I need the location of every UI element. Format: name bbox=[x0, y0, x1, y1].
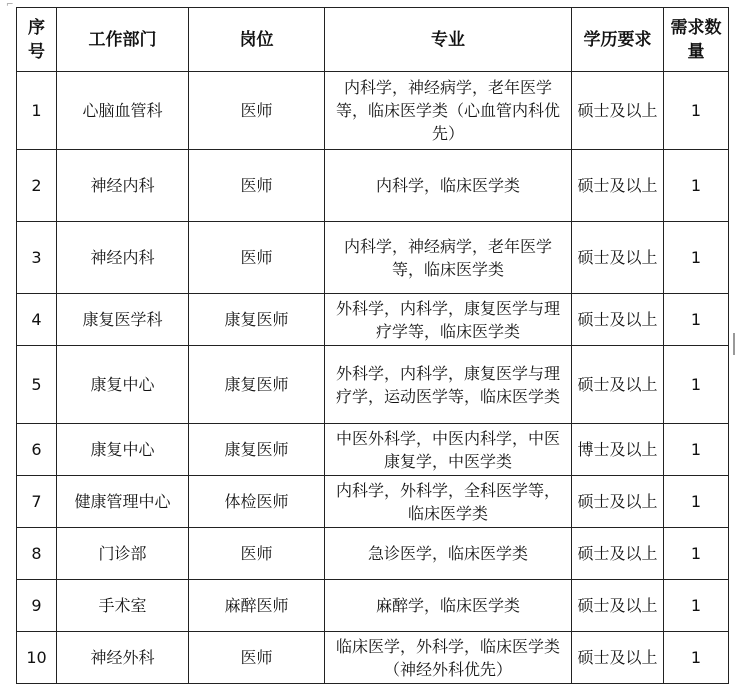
education-cell: 硕士及以上 bbox=[572, 346, 664, 424]
position-cell: 麻醉医师 bbox=[189, 580, 325, 632]
education-cell: 硕士及以上 bbox=[572, 72, 664, 150]
table-row bbox=[17, 150, 729, 222]
table-row bbox=[17, 632, 729, 684]
table-row bbox=[17, 528, 729, 580]
education-cell: 硕士及以上 bbox=[572, 476, 664, 528]
department-cell: 康复中心 bbox=[57, 424, 189, 476]
major-cell: 内科学，神经病学，老年医学等，临床医学类 bbox=[325, 222, 572, 294]
row-number: 3 bbox=[17, 222, 57, 294]
count-cell: 1 bbox=[664, 580, 729, 632]
count-cell: 1 bbox=[664, 632, 729, 684]
department-cell: 神经内科 bbox=[57, 150, 189, 222]
education-cell: 硕士及以上 bbox=[572, 580, 664, 632]
header-major: 专业 bbox=[325, 8, 572, 72]
header-count: 需求数量 bbox=[664, 8, 729, 72]
count-cell: 1 bbox=[664, 424, 729, 476]
table-row bbox=[17, 294, 729, 346]
position-cell: 康复医师 bbox=[189, 294, 325, 346]
education-cell: 硕士及以上 bbox=[572, 222, 664, 294]
major-cell: 急诊医学，临床医学类 bbox=[325, 528, 572, 580]
department-cell: 康复医学科 bbox=[57, 294, 189, 346]
department-cell: 神经内科 bbox=[57, 222, 189, 294]
position-cell: 康复医师 bbox=[189, 424, 325, 476]
header-post: 岗位 bbox=[189, 8, 325, 72]
position-cell: 医师 bbox=[189, 528, 325, 580]
recruitment-table bbox=[16, 7, 729, 684]
row-number: 5 bbox=[17, 346, 57, 424]
edge-mark bbox=[733, 333, 735, 355]
header-row bbox=[17, 8, 729, 72]
table-row bbox=[17, 424, 729, 476]
education-cell: 硕士及以上 bbox=[572, 632, 664, 684]
table-row bbox=[17, 476, 729, 528]
position-cell: 医师 bbox=[189, 632, 325, 684]
row-number: 2 bbox=[17, 150, 57, 222]
header-dept: 工作部门 bbox=[57, 8, 189, 72]
header-no: 序号 bbox=[17, 8, 57, 72]
table-row bbox=[17, 346, 729, 424]
row-number: 9 bbox=[17, 580, 57, 632]
department-cell: 神经外科 bbox=[57, 632, 189, 684]
department-cell: 健康管理中心 bbox=[57, 476, 189, 528]
department-cell: 康复中心 bbox=[57, 346, 189, 424]
table-row bbox=[17, 580, 729, 632]
department-cell: 手术室 bbox=[57, 580, 189, 632]
major-cell: 麻醉学，临床医学类 bbox=[325, 580, 572, 632]
table-row bbox=[17, 222, 729, 294]
position-cell: 医师 bbox=[189, 72, 325, 150]
row-number: 6 bbox=[17, 424, 57, 476]
row-number: 10 bbox=[17, 632, 57, 684]
education-cell: 博士及以上 bbox=[572, 424, 664, 476]
position-cell: 体检医师 bbox=[189, 476, 325, 528]
major-cell: 内科学，临床医学类 bbox=[325, 150, 572, 222]
row-number: 8 bbox=[17, 528, 57, 580]
department-cell: 心脑血管科 bbox=[57, 72, 189, 150]
department-cell: 门诊部 bbox=[57, 528, 189, 580]
row-number: 1 bbox=[17, 72, 57, 150]
major-cell: 外科学，内科学，康复医学与理疗学等，临床医学类 bbox=[325, 294, 572, 346]
position-cell: 康复医师 bbox=[189, 346, 325, 424]
count-cell: 1 bbox=[664, 346, 729, 424]
corner-mark: ⌐ bbox=[6, 0, 14, 10]
count-cell: 1 bbox=[664, 528, 729, 580]
row-number: 7 bbox=[17, 476, 57, 528]
education-cell: 硕士及以上 bbox=[572, 294, 664, 346]
header-edu: 学历要求 bbox=[572, 8, 664, 72]
position-cell: 医师 bbox=[189, 222, 325, 294]
major-cell: 中医外科学，中医内科学，中医康复学，中医学类 bbox=[325, 424, 572, 476]
row-number: 4 bbox=[17, 294, 57, 346]
table-row bbox=[17, 72, 729, 150]
count-cell: 1 bbox=[664, 72, 729, 150]
count-cell: 1 bbox=[664, 150, 729, 222]
major-cell: 外科学，内科学，康复医学与理疗学，运动医学等，临床医学类 bbox=[325, 346, 572, 424]
major-cell: 临床医学，外科学，临床医学类（神经外科优先） bbox=[325, 632, 572, 684]
education-cell: 硕士及以上 bbox=[572, 528, 664, 580]
major-cell: 内科学，外科学，全科医学等，临床医学类 bbox=[325, 476, 572, 528]
count-cell: 1 bbox=[664, 476, 729, 528]
count-cell: 1 bbox=[664, 294, 729, 346]
education-cell: 硕士及以上 bbox=[572, 150, 664, 222]
position-cell: 医师 bbox=[189, 150, 325, 222]
major-cell: 内科学，神经病学，老年医学等，临床医学类（心血管内科优先） bbox=[325, 72, 572, 150]
count-cell: 1 bbox=[664, 222, 729, 294]
